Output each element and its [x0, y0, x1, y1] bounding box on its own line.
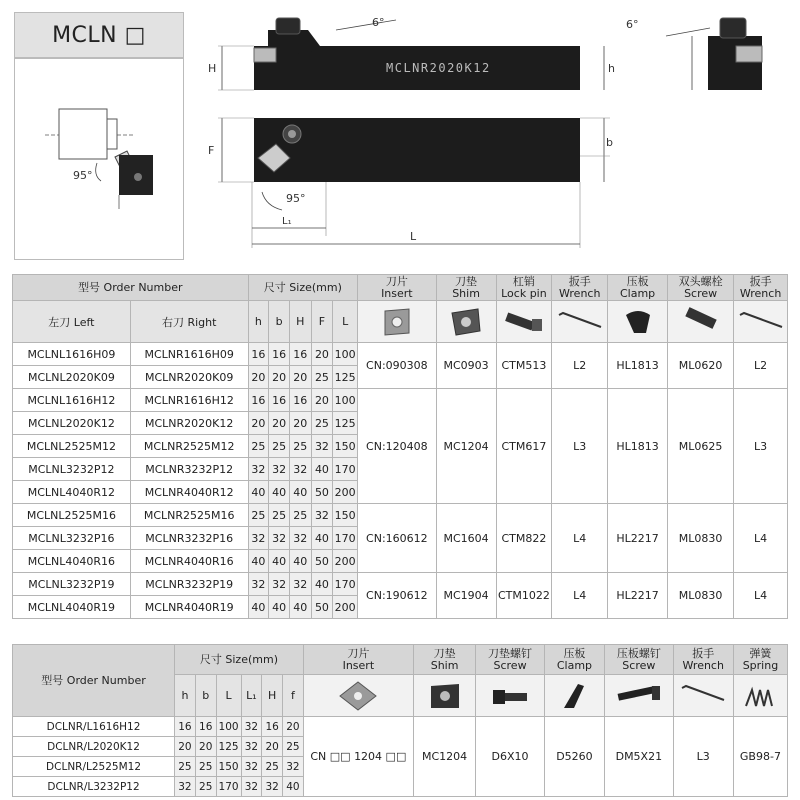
t2-clamp-header: 压板 Clamp	[544, 645, 604, 675]
size-cell: 20	[195, 737, 216, 757]
wrench-code: L3	[552, 389, 608, 504]
size-cell: 40	[269, 481, 290, 504]
size-cell: 25	[248, 504, 269, 527]
t2-shim-screw-code: D6X10	[476, 717, 545, 797]
left-header: 左刀 Left	[13, 301, 131, 343]
size-cell: 16	[248, 343, 269, 366]
size-cell: 25	[283, 737, 304, 757]
dim-h-label: h	[608, 62, 615, 75]
t2-col-h: h	[175, 675, 196, 717]
wrench-code: L2	[552, 343, 608, 389]
size-cell: 16	[289, 343, 311, 366]
mcln-spec-table	[12, 274, 788, 619]
screw-code: ML0620	[668, 343, 734, 389]
size-cell: 32	[241, 777, 262, 797]
table-row-right: MCLNR4040R19	[130, 596, 248, 619]
size-cell: 16	[269, 389, 290, 412]
size-cell: 32	[248, 527, 269, 550]
t2-spring-code: GB98-7	[733, 717, 787, 797]
table-row-right: MCLNR2020K09	[130, 366, 248, 389]
clamp-icon	[554, 680, 594, 712]
wrench2-code: L2	[734, 343, 788, 389]
size-cell: 20	[311, 389, 333, 412]
workpiece-illustration	[15, 59, 183, 259]
wrench-image-cell	[552, 301, 608, 343]
t2-insert-code: CN □□ 1204 □□	[303, 717, 413, 797]
size-cell: 40	[269, 550, 290, 573]
insert-icon	[338, 680, 378, 712]
table-row-left: MCLNL1616H09	[13, 343, 131, 366]
table-row-left: MCLNL2020K09	[13, 366, 131, 389]
size-cell: 25	[195, 777, 216, 797]
clamp-code: HL2217	[608, 504, 668, 573]
t2-col-L1: L₁	[241, 675, 262, 717]
t2-clamp-screw-header: 压板螺钉 Screw	[605, 645, 674, 675]
insert-code: CN:120408	[358, 389, 437, 504]
table-row-right: MCLNR1616H12	[130, 389, 248, 412]
col-F: F	[311, 301, 333, 343]
wrench-icon-2	[736, 305, 786, 339]
table-row-left: MCLNL3232P16	[13, 527, 131, 550]
size-cell: 50	[311, 596, 333, 619]
size-cell: 25	[289, 504, 311, 527]
shim-code: MC0903	[436, 343, 496, 389]
dim-L-label: L	[410, 230, 417, 243]
lockpin-code: CTM1022	[496, 573, 552, 619]
table-row-left: MCLNL1616H12	[13, 389, 131, 412]
part-wrench2-header: 扳手 Wrench	[734, 275, 788, 301]
angle-95-label: 95°	[73, 169, 93, 182]
size-cell: 40	[311, 573, 333, 596]
t2-shim-screw-image	[476, 675, 545, 717]
col-h: h	[248, 301, 269, 343]
insert-code: CN:160612	[358, 504, 437, 573]
part-clamp-header: 压板 Clamp	[608, 275, 668, 301]
size-cell: 25	[195, 757, 216, 777]
shim-code: MC1604	[436, 504, 496, 573]
size-cell: 25	[269, 504, 290, 527]
wrench2-image-cell	[734, 301, 788, 343]
table-row-left: MCLNL4040R12	[13, 481, 131, 504]
table-row-right: MCLNR4040R12	[130, 481, 248, 504]
size-cell: 150	[333, 504, 358, 527]
size-cell: 40	[289, 550, 311, 573]
t2-shim-header: 刀垫 Shim	[413, 645, 475, 675]
screw-image-cell	[668, 301, 734, 343]
table-row-left: MCLNL4040R19	[13, 596, 131, 619]
wrench2-code: L4	[734, 504, 788, 573]
size-cell: 32	[262, 777, 283, 797]
size-cell: 150	[216, 757, 241, 777]
dim-H-label: H	[208, 62, 217, 75]
size-cell: 20	[248, 412, 269, 435]
t2-wrench-code: L3	[673, 717, 733, 797]
size-cell: 40	[289, 596, 311, 619]
t2-shim-image	[413, 675, 475, 717]
dcln-spec-table	[12, 644, 788, 797]
wrench-code: L4	[552, 504, 608, 573]
t2-shim-code: MC1204	[413, 717, 475, 797]
tool-shank-top	[254, 118, 580, 182]
table2-row: DCLNR/L2020K12	[13, 737, 175, 757]
size-cell: 50	[311, 481, 333, 504]
t2-col-b: b	[195, 675, 216, 717]
screw-code: ML0830	[668, 504, 734, 573]
size-cell: 32	[311, 435, 333, 458]
order-number-header-2: 型号 Order Number	[13, 645, 175, 717]
size-cell: 32	[289, 527, 311, 550]
size-cell: 25	[248, 435, 269, 458]
size-cell: 16	[175, 717, 196, 737]
size-cell: 20	[289, 366, 311, 389]
angle-6-label: 6°	[372, 16, 385, 29]
size-cell: 25	[311, 412, 333, 435]
tool-holder-drawing	[196, 6, 796, 260]
size-cell: 170	[333, 573, 358, 596]
wrench2-code: L3	[734, 389, 788, 504]
col-L: L	[333, 301, 358, 343]
t2-insert-image	[303, 675, 413, 717]
insert-code: CN:190612	[358, 573, 437, 619]
screw-code: ML0625	[668, 389, 734, 504]
shim-screw-icon	[487, 680, 533, 712]
size-header: 尺寸 Size(mm)	[248, 275, 357, 301]
clamp-screw-icon	[614, 680, 664, 712]
order-number-header: 型号 Order Number	[13, 275, 249, 301]
t2-insert-header: 刀片 Insert	[303, 645, 413, 675]
size-cell: 125	[333, 366, 358, 389]
table-row-right: MCLNR2020K12	[130, 412, 248, 435]
table2-row: DCLNR/L2525M12	[13, 757, 175, 777]
size-cell: 150	[333, 435, 358, 458]
size-cell: 100	[216, 717, 241, 737]
t2-clamp-screw-code: DM5X21	[605, 717, 674, 797]
size-cell: 16	[195, 717, 216, 737]
size-cell: 40	[248, 550, 269, 573]
size-cell: 20	[248, 366, 269, 389]
part-lockpin-header: 杠销 Lock pin	[496, 275, 552, 301]
lockpin-code: CTM513	[496, 343, 552, 389]
t2-col-f: f	[283, 675, 304, 717]
size-cell: 170	[333, 527, 358, 550]
size-cell: 25	[311, 366, 333, 389]
table-row-right: MCLNR2525M12	[130, 435, 248, 458]
size-header-2: 尺寸 Size(mm)	[175, 645, 304, 675]
table-row-left: MCLNL3232P19	[13, 573, 131, 596]
size-cell: 100	[333, 389, 358, 412]
size-cell: 25	[289, 435, 311, 458]
dim-b-label: b	[606, 136, 613, 149]
clamp-icon	[618, 305, 658, 339]
angle-6-end-label: 6°	[626, 18, 639, 31]
size-cell: 50	[311, 550, 333, 573]
size-cell: 40	[311, 527, 333, 550]
size-cell: 20	[283, 717, 304, 737]
size-cell: 200	[333, 596, 358, 619]
size-cell: 32	[283, 757, 304, 777]
size-cell: 16	[248, 389, 269, 412]
table-row-left: MCLNL2525M16	[13, 504, 131, 527]
size-cell: 32	[241, 757, 262, 777]
part-insert-header: 刀片 Insert	[358, 275, 437, 301]
spring-icon	[740, 680, 780, 712]
part-wrench-header: 扳手 Wrench	[552, 275, 608, 301]
insert-icon	[377, 305, 417, 339]
size-cell: 32	[241, 717, 262, 737]
table-row-right: MCLNR4040R16	[130, 550, 248, 573]
table-row-left: MCLNL3232P12	[13, 458, 131, 481]
size-cell: 40	[283, 777, 304, 797]
lockpin-image-cell	[496, 301, 552, 343]
size-cell: 16	[289, 389, 311, 412]
size-cell: 32	[241, 737, 262, 757]
t2-col-L: L	[216, 675, 241, 717]
part-shim-header: 刀垫 Shim	[436, 275, 496, 301]
table-row-right: MCLNR2525M16	[130, 504, 248, 527]
shim-image-cell	[436, 301, 496, 343]
shim-code: MC1904	[436, 573, 496, 619]
t2-clamp-image	[544, 675, 604, 717]
size-cell: 32	[311, 504, 333, 527]
dim-L1-label: L₁	[282, 216, 292, 227]
size-cell: 32	[248, 573, 269, 596]
table-row-left: MCLNL4040R16	[13, 550, 131, 573]
shim-code: MC1204	[436, 389, 496, 504]
size-cell: 125	[216, 737, 241, 757]
wrench-icon	[555, 305, 605, 339]
product-title: MCLN □	[14, 12, 184, 58]
size-cell: 20	[269, 412, 290, 435]
size-cell: 25	[175, 757, 196, 777]
size-cell: 32	[269, 527, 290, 550]
angle-95-top-label: 95°	[286, 192, 306, 205]
right-header: 右刀 Right	[130, 301, 248, 343]
size-cell: 20	[289, 412, 311, 435]
t2-wrench-image	[673, 675, 733, 717]
size-cell: 170	[216, 777, 241, 797]
dim-F-label: F	[208, 144, 215, 157]
part-screw-header: 双头螺栓 Screw	[668, 275, 734, 301]
size-cell: 40	[289, 481, 311, 504]
wrench-code: L4	[552, 573, 608, 619]
size-cell: 200	[333, 481, 358, 504]
size-cell: 25	[262, 757, 283, 777]
clamp-code: HL1813	[608, 343, 668, 389]
size-cell: 32	[289, 458, 311, 481]
table-row-right: MCLNR3232P19	[130, 573, 248, 596]
size-cell: 32	[269, 573, 290, 596]
screw-code: ML0830	[668, 573, 734, 619]
size-cell: 40	[269, 596, 290, 619]
table-row-right: MCLNR1616H09	[130, 343, 248, 366]
double-screw-icon	[676, 305, 726, 339]
table2-row: DCLNR/L1616H12	[13, 717, 175, 737]
model-engraving: MCLNR2020K12	[386, 61, 491, 75]
t2-clamp-code: D5260	[544, 717, 604, 797]
size-cell: 170	[333, 458, 358, 481]
lock-pin-icon	[500, 305, 548, 339]
size-cell: 100	[333, 343, 358, 366]
table-row-left: MCLNL2020K12	[13, 412, 131, 435]
size-cell: 20	[175, 737, 196, 757]
lockpin-code: CTM617	[496, 389, 552, 504]
clamp-code: HL2217	[608, 573, 668, 619]
insert-code: CN:090308	[358, 343, 437, 389]
size-cell: 16	[262, 717, 283, 737]
col-H: H	[289, 301, 311, 343]
table-row-left: MCLNL2525M12	[13, 435, 131, 458]
clamp-code: HL1813	[608, 389, 668, 504]
size-cell: 20	[262, 737, 283, 757]
t2-spring-header: 弹簧 Spring	[733, 645, 787, 675]
size-cell: 40	[311, 458, 333, 481]
table-row-right: MCLNR3232P12	[130, 458, 248, 481]
size-cell: 32	[269, 458, 290, 481]
size-cell: 32	[175, 777, 196, 797]
wrench-icon	[678, 680, 728, 712]
col-b: b	[269, 301, 290, 343]
t2-col-H: H	[262, 675, 283, 717]
size-cell: 40	[248, 481, 269, 504]
t2-shim-screw-header: 刀垫螺钉 Screw	[476, 645, 545, 675]
lockpin-code: CTM822	[496, 504, 552, 573]
clamp-image-cell	[608, 301, 668, 343]
setup-diagram	[14, 58, 184, 260]
insert-image-cell	[358, 301, 437, 343]
table-row-right: MCLNR3232P16	[130, 527, 248, 550]
size-cell: 40	[248, 596, 269, 619]
size-cell: 125	[333, 412, 358, 435]
size-cell: 25	[269, 435, 290, 458]
wrench2-code: L4	[734, 573, 788, 619]
size-cell: 16	[269, 343, 290, 366]
size-cell: 20	[311, 343, 333, 366]
t2-wrench-header: 扳手 Wrench	[673, 645, 733, 675]
size-cell: 20	[269, 366, 290, 389]
t2-spring-image	[733, 675, 787, 717]
shim-icon	[446, 305, 486, 339]
table2-row: DCLNR/L3232P12	[13, 777, 175, 797]
t2-clamp-screw-image	[605, 675, 674, 717]
tool-end-view	[708, 36, 762, 90]
size-cell: 32	[289, 573, 311, 596]
size-cell: 200	[333, 550, 358, 573]
shim-icon	[425, 680, 465, 712]
size-cell: 32	[248, 458, 269, 481]
